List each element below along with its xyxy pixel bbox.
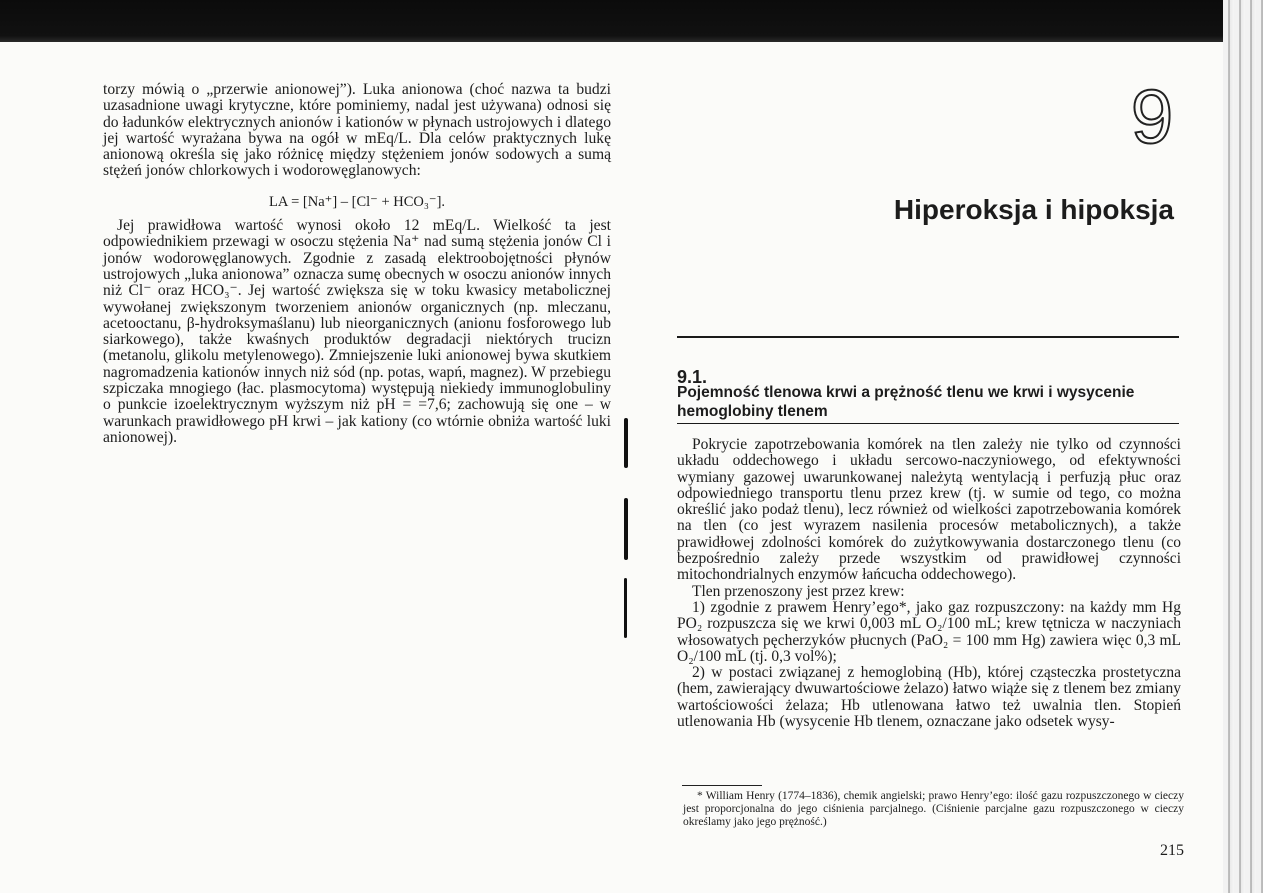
section-rule xyxy=(677,423,1179,424)
gutter-mark xyxy=(624,498,628,560)
footnote-text: * William Henry (1774–1836), chemik angielski; prawo Henry’ego: ilość gazu rozpuszczonego w cieczy jest proporcjonalna do jego ciśnienia parcjalnego. (Ciśnienie parcjalne gazu rozpuszczonego w cieczy określamy jako jego prężność.) xyxy=(683,790,1184,828)
gutter-mark xyxy=(624,418,628,468)
page-number: 215 xyxy=(1160,842,1184,859)
chapter-title: Hiperoksja i hipoksja xyxy=(893,194,1174,225)
body-paragraph: Pokrycie zapotrzebowania komórek na tlen zależy nie tylko od czynności układu oddechowego i układu sercowo-naczyniowego, od efektywności wymiany gazowej uwarunkowanej należytą wentylacją i perfuzją płuc oraz odpowiedniego transportu tlenu przez krew (tj. w sumie od tego, co można określić jako podaż tlenu), lecz również od wielkości zapotrzebowania komórek na tlen (co jest wyrazem nasilenia procesów metabolicznych), a także prawidłowej zdolności komórek do zużytkowywania dostarczonego tlenu (co bezpośrednio zależy przede wszystkim od prawidłowej czynności mitochondrialnych enzymów łańcucha oddechowego). xyxy=(677,436,1181,584)
gutter-mark xyxy=(624,578,627,638)
scan-page-edge xyxy=(1223,0,1263,893)
section-number: 9.1. xyxy=(677,367,708,387)
body-paragraph: Tlen przenoszony jest przez krew: xyxy=(692,582,905,600)
anion-gap-formula: LA = [Na⁺] – [Cl⁻ + HCO₃⁻]. xyxy=(268,193,446,210)
body-paragraph: 2) w postaci związanej z hemoglobiną (Hb), której cząsteczka prostetyczna (hem, zawierający dwuwartościowe żelazo) łatwo wiąże się z tlenem bez zmiany wartościowości żelaza; Hb utlenowana łatwo też uwalnia tlen. Stopień utlenowania Hb (wysycenie Hb tlenem, oznaczane jako odsetek wysy- xyxy=(677,664,1181,731)
body-paragraph: 1) zgodnie z prawem Henry’ego*, jako gaz rozpuszczony: na każdy mm Hg PO₂ rozpuszcza się we krwi 0,003 mL O₂/100 mL; krew tętnicza w naczyniach włosowatych pęcherzyków płucnych (PaO₂ = 100 mm Hg) zawiera więc 0,3 mL O₂/100 mL (tj. 0,3 vol%); xyxy=(677,598,1181,665)
chapter-rule xyxy=(677,336,1179,338)
footnote-rule xyxy=(682,785,762,786)
left-page-text xyxy=(103,82,611,446)
chapter-number: 9 xyxy=(1130,75,1174,160)
left-paragraph-1: torzy mówią o „przerwie anionowej”). Luka anionowa (choć nazwa ta budzi uzasadnione uwagi krytyczne, które pominiemy, nadal jest używana) odnosi się do ładunków elektrycznych anionów i kationów w płynach ustrojowych i dlatego jej wartość wyrażana bywa na ogół w mEq/L. Dla celów praktycznych lukę anionową określa się jako różnicę między stężeniem jonów sodowych a sumą stężeń jonów chlorkowych i wodorowęglanowych: xyxy=(103,81,611,180)
scan-top-shadow xyxy=(0,0,1263,42)
left-paragraph-2: Jej prawidłowa wartość wynosi około 12 mEq/L. Wielkość ta jest odpowiednikiem przewagi w osoczu stężenia Na⁺ nad sumą stężenia jonów Cl i jonów wodorowęglanowych. Zgodnie z zasadą elektroobojętności płynów ustrojowych „luka anionowa” oznacza sumę obecnych w osoczu anionów innych niż Cl⁻ oraz HCO₃⁻. Jej wartość zwiększa się w toku kwasicy metabolicznej wywołanej zwiększonym tworzeniem anionów organicznych (np. mleczanu, acetooctanu, β-hydroksymaślanu) lub nieorganicznych (anionu fosforowego lub siarkowego), także kwaśnych produktów degradacji niektórych trucizn (metanolu, glikolu metylenowego). Zmniejszenie luki anionowej bywa skutkiem nagromadzenia kationów innych niż sód (np. potas, wapń, magnez). W przebiegu szpiczaka mnogiego (łac. plasmocytoma) występują niekiedy immunoglobuliny o punkcie izoelektrycznym wyższym niż pH = =7,6; zachowują się one – w warunkach prawidłowego pH krwi – jak kationy (co wtórnie obniża wartość luki anionowej). xyxy=(103,217,611,446)
right-page-body xyxy=(677,437,1181,730)
section-title: Pojemność tlenowa krwi a prężność tlenu we krwi i wysycenie hemoglobiny tlenem xyxy=(677,384,1135,420)
footnote xyxy=(683,790,1184,829)
